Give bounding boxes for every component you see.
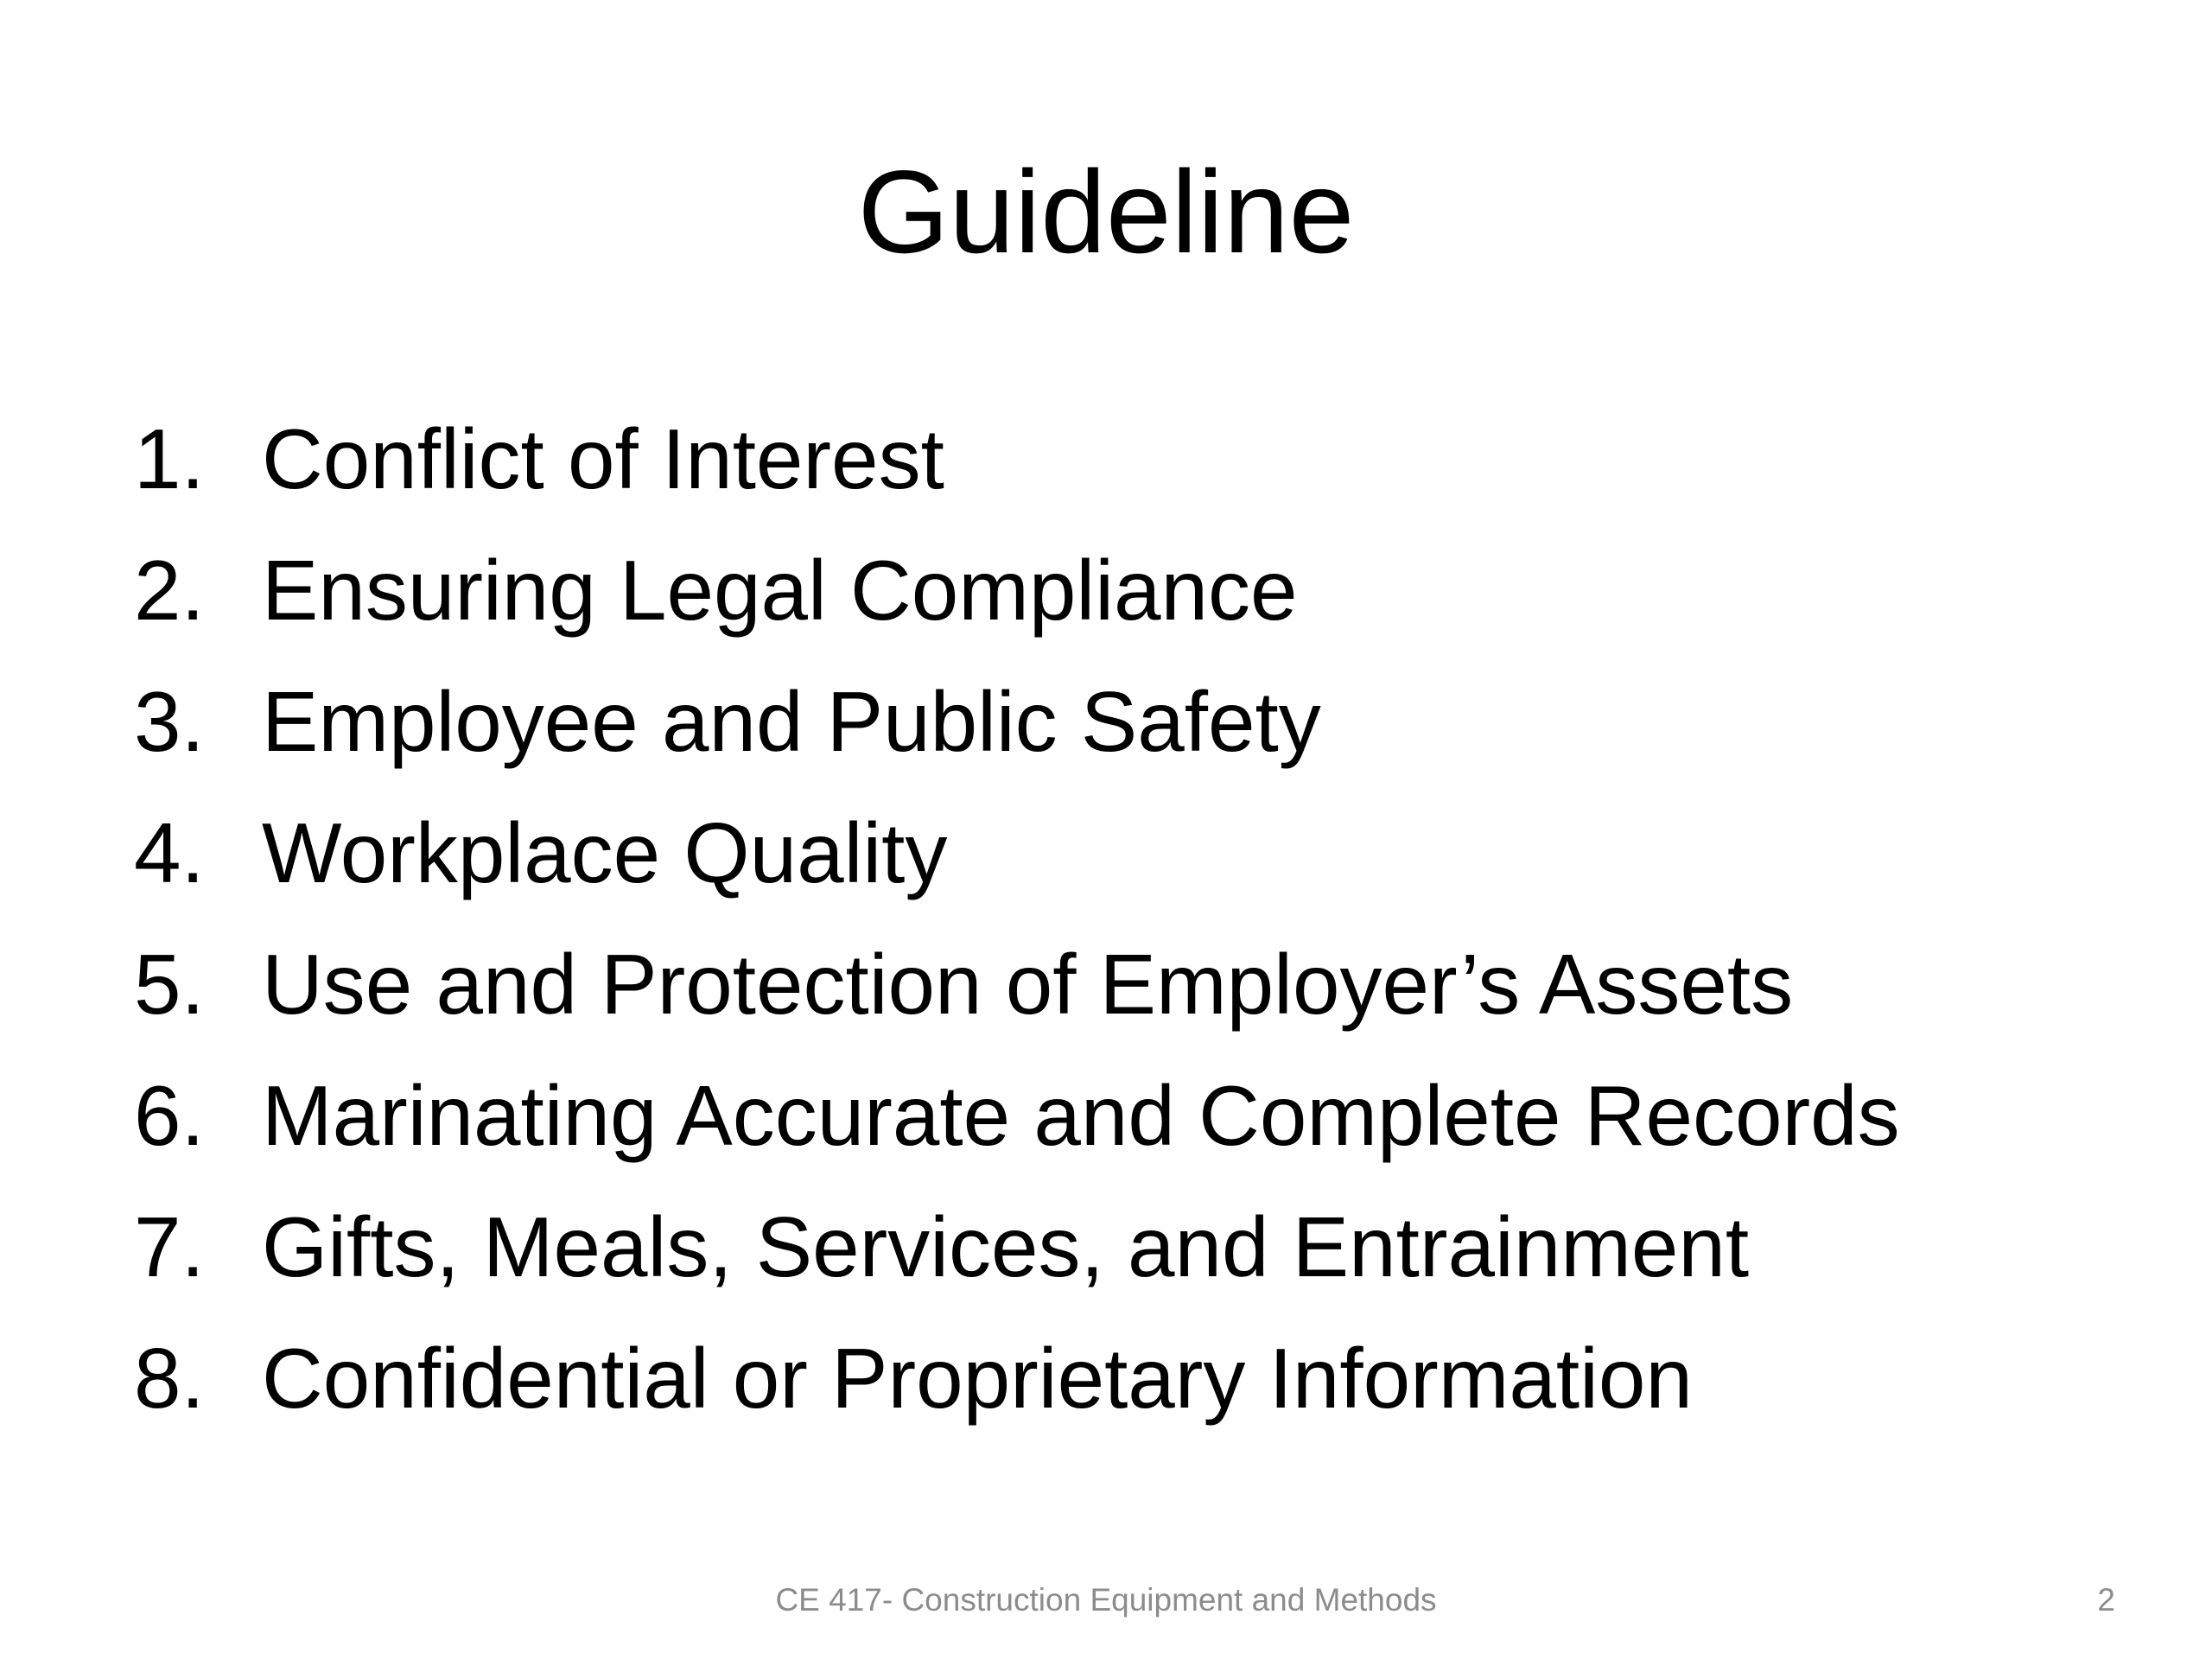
list-item	[134, 393, 1900, 524]
list-item	[134, 1181, 1900, 1313]
guideline-list	[134, 393, 1900, 1444]
list-item-number: 3.	[134, 674, 205, 769]
list-item-text: Marinating Accurate and Complete Records	[262, 1068, 1900, 1163]
list-item-number: 4.	[134, 805, 205, 900]
list-item	[134, 918, 1900, 1050]
list-item-text: Gifts, Meals, Services, and Entrainment	[262, 1199, 1750, 1294]
list-item-number: 8.	[134, 1331, 205, 1426]
list-item	[134, 656, 1900, 787]
list-item-number: 2.	[134, 543, 205, 638]
list-item-number: 1.	[134, 411, 205, 506]
slide-page-number: 2	[2097, 1582, 2115, 1618]
list-item-number: 5.	[134, 937, 205, 1032]
list-item-number: 7.	[134, 1199, 205, 1294]
list-item-text: Conflict of Interest	[262, 411, 944, 506]
footer-course-title: CE 417- Construction Equipment and Methods	[775, 1582, 1437, 1618]
list-item	[134, 1313, 1900, 1444]
list-item	[134, 524, 1900, 656]
slide-title: Guideline	[857, 146, 1355, 277]
list-item-text: Use and Protection of Employer’s Assets	[262, 937, 1794, 1032]
list-item-text: Confidential or Proprietary Information	[262, 1331, 1693, 1426]
list-item-text: Employee and Public Safety	[262, 674, 1321, 769]
list-item-text: Ensuring Legal Compliance	[262, 543, 1298, 638]
list-item-text: Workplace Quality	[262, 805, 948, 900]
list-item-number: 6.	[134, 1068, 205, 1163]
list-item	[134, 787, 1900, 918]
list-item	[134, 1050, 1900, 1181]
